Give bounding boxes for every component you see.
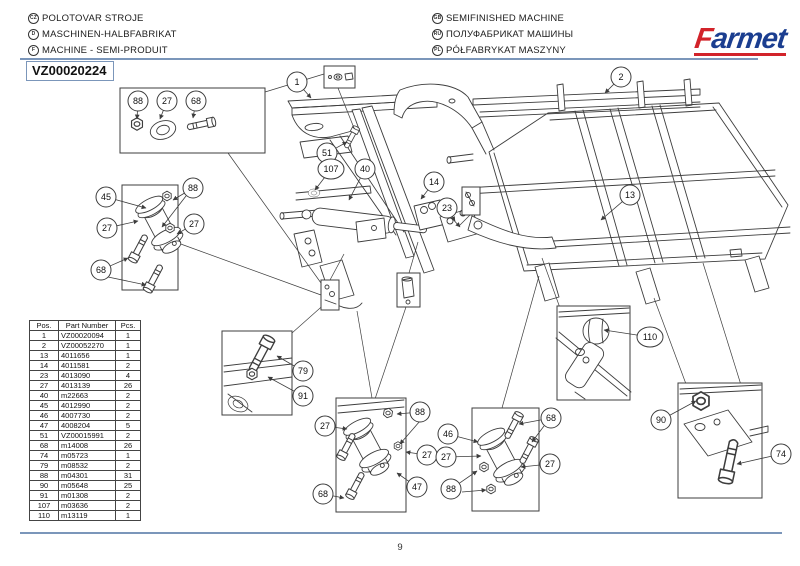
table-cell: 2 [116, 361, 141, 371]
svg-text:79: 79 [297, 366, 309, 377]
callout-107 [318, 159, 344, 179]
table-cell: 13 [30, 351, 59, 361]
svg-text:46: 46 [442, 429, 454, 440]
callout-27 [417, 445, 437, 465]
callout-90 [651, 410, 671, 430]
table-header-cell: Part Number [59, 321, 116, 331]
table-cell: m22663 [59, 391, 116, 401]
svg-text:27: 27 [101, 223, 113, 234]
table-cell: 1 [30, 331, 59, 341]
table-cell: 23 [30, 371, 59, 381]
callout-68 [541, 408, 561, 428]
table-cell: m08532 [59, 461, 116, 471]
table-cell: VZ00015991 [59, 431, 116, 441]
svg-text:14: 14 [428, 177, 440, 188]
table-cell: 2 [116, 501, 141, 511]
table-cell: 1 [116, 511, 141, 521]
table-cell: 5 [116, 421, 141, 431]
svg-text:47: 47 [411, 482, 423, 493]
table-cell: 2 [30, 341, 59, 351]
table-cell: 107 [30, 501, 59, 511]
table-cell: 1 [116, 351, 141, 361]
table-cell: 1 [116, 331, 141, 341]
drawing-number: VZ00020224 [32, 63, 107, 78]
lang-label: SEMIFINISHED MACHINE [446, 12, 565, 24]
table-cell: 4013139 [59, 381, 116, 391]
table-cell: 1 [116, 451, 141, 461]
table-cell: 2 [116, 391, 141, 401]
callout-79 [293, 361, 313, 381]
callout-74 [771, 444, 791, 464]
lang-flag-icon: CZ [28, 13, 39, 24]
svg-text:13: 13 [624, 190, 636, 201]
table-cell: m05648 [59, 481, 116, 491]
svg-text:27: 27 [440, 452, 452, 463]
lang-label: MASCHINEN-HALBFABRIKAT [42, 28, 177, 40]
svg-text:110: 110 [642, 332, 658, 343]
lang-label: PÓŁFABRYKAT MASZYNY [446, 44, 566, 56]
table-cell: 74 [30, 451, 59, 461]
callout-27 [436, 447, 456, 467]
lang-flag-icon: F [28, 45, 39, 56]
table-cell: 88 [30, 471, 59, 481]
callout-27 [97, 218, 117, 238]
table-cell: 51 [30, 431, 59, 441]
svg-text:2: 2 [618, 72, 624, 83]
table-cell: 4008204 [59, 421, 116, 431]
callout-110 [637, 327, 663, 347]
table-cell: m13119 [59, 511, 116, 521]
table-cell: 2 [116, 431, 141, 441]
svg-text:88: 88 [132, 96, 144, 107]
callout-1 [287, 72, 307, 92]
svg-text:23: 23 [441, 203, 453, 214]
table-cell: 2 [116, 491, 141, 501]
table-cell: 79 [30, 461, 59, 471]
table-cell: 4011581 [59, 361, 116, 371]
lang-flag-icon: D [28, 29, 39, 40]
table-cell: 2 [116, 401, 141, 411]
callout-45 [96, 187, 116, 207]
callout-46 [438, 424, 458, 444]
svg-text:107: 107 [323, 164, 339, 175]
table-cell: 4013090 [59, 371, 116, 381]
table-cell: VZ00052270 [59, 341, 116, 351]
table-cell: m03636 [59, 501, 116, 511]
lang-label: POLOTOVAR STROJE [42, 12, 144, 24]
svg-text:68: 68 [545, 413, 557, 424]
callout-88 [183, 178, 203, 198]
table-cell: 2 [116, 411, 141, 421]
svg-text:88: 88 [187, 183, 199, 194]
detail-boxes [120, 66, 762, 512]
table-cell: 110 [30, 511, 59, 521]
table-cell: 26 [116, 381, 141, 391]
lang-label: ПОЛУФАБРИКАТ МАШИНЫ [446, 28, 574, 40]
callout-27 [540, 454, 560, 474]
table-cell: 4007730 [59, 411, 116, 421]
callout-14 [424, 172, 444, 192]
callout-27 [315, 416, 335, 436]
callout-68 [186, 91, 206, 111]
lang-flag-icon: PL [432, 45, 443, 56]
table-cell: 27 [30, 381, 59, 391]
table-cell: 31 [116, 471, 141, 481]
callout-40 [355, 159, 375, 179]
table-cell: VZ00020094 [59, 331, 116, 341]
callout-23 [437, 198, 457, 218]
svg-text:27: 27 [421, 450, 433, 461]
page-number: 9 [397, 542, 403, 553]
svg-text:27: 27 [188, 219, 200, 230]
left-machine-drawing [280, 93, 446, 308]
table-cell: 25 [116, 481, 141, 491]
svg-text:88: 88 [445, 484, 457, 495]
table-cell: 45 [30, 401, 59, 411]
callout-47 [407, 477, 427, 497]
farmet-logo-text: Farmet [692, 23, 788, 55]
table-header-cell: Pcs. [116, 321, 141, 331]
callout-68 [313, 484, 333, 504]
table-header-cell: Pos. [30, 321, 59, 331]
callout-88 [410, 402, 430, 422]
table-cell: m05723 [59, 451, 116, 461]
callout-88 [128, 91, 148, 111]
svg-text:74: 74 [775, 449, 787, 460]
table-cell: m01308 [59, 491, 116, 501]
callout-91 [293, 386, 313, 406]
table-cell: m14008 [59, 441, 116, 451]
svg-text:27: 27 [161, 96, 173, 107]
svg-text:90: 90 [655, 415, 667, 426]
table-cell: 1 [116, 341, 141, 351]
svg-text:68: 68 [95, 265, 107, 276]
callout-2 [611, 67, 631, 87]
table-cell: 47 [30, 421, 59, 431]
right-machine-drawing [394, 79, 790, 304]
lang-flag-icon: GB [432, 13, 443, 24]
svg-text:51: 51 [321, 148, 333, 159]
callout-13 [620, 185, 640, 205]
svg-text:88: 88 [414, 407, 426, 418]
callout-27 [157, 91, 177, 111]
table-cell: 40 [30, 391, 59, 401]
table-cell: m04301 [59, 471, 116, 481]
table-cell: 4 [116, 371, 141, 381]
svg-text:45: 45 [100, 192, 112, 203]
svg-text:27: 27 [319, 421, 331, 432]
table-cell: 4012990 [59, 401, 116, 411]
table-cell: 90 [30, 481, 59, 491]
svg-text:1: 1 [294, 77, 300, 88]
table-cell: 2 [116, 461, 141, 471]
callout-68 [91, 260, 111, 280]
svg-text:68: 68 [190, 96, 202, 107]
callout-88 [441, 479, 461, 499]
table-cell: 4011656 [59, 351, 116, 361]
table-cell: 14 [30, 361, 59, 371]
svg-text:91: 91 [297, 391, 309, 402]
table-cell: 46 [30, 411, 59, 421]
svg-text:27: 27 [544, 459, 556, 470]
table-cell: 91 [30, 491, 59, 501]
svg-text:40: 40 [359, 164, 371, 175]
table-cell: 26 [116, 441, 141, 451]
lang-flag-icon: RU [432, 29, 443, 40]
svg-text:68: 68 [317, 489, 329, 500]
lang-label: MACHINE - SEMI-PRODUIT [42, 44, 168, 56]
callout-27 [184, 214, 204, 234]
table-cell: 68 [30, 441, 59, 451]
